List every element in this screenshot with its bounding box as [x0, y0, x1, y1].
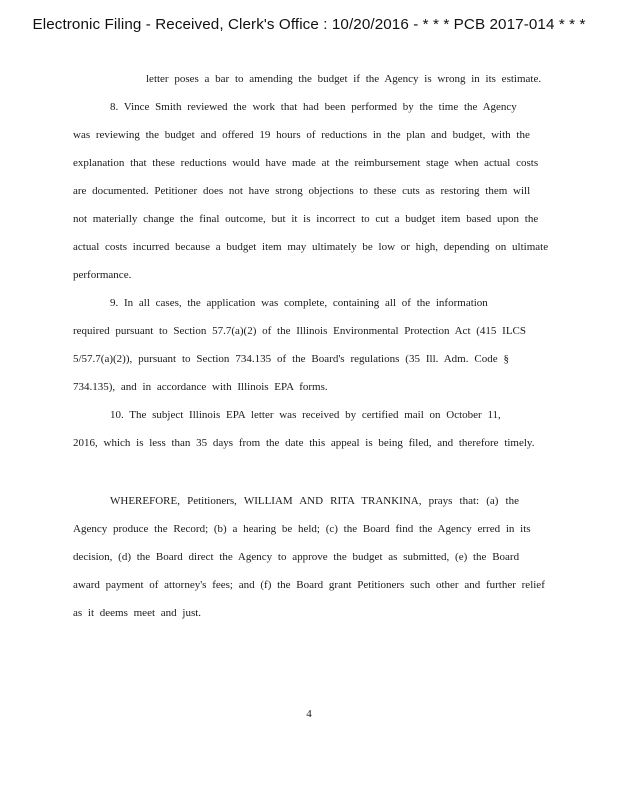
paragraph-8-line: are documented. Petitioner does not have strong objections to these cuts as restoring them will — [73, 185, 531, 197]
paragraph-10-line: 10. The subject Illinois EPA letter was received by certified mail on October 11, — [110, 409, 501, 421]
paragraph-10-line: 2016, which is less than 35 days from the date this appeal is being filed, and therefore timely. — [73, 437, 535, 449]
paragraph-8-line: performance. — [73, 269, 132, 281]
paragraph-8-line: 8. Vince Smith reviewed the work that had been performed by the time the Agency — [110, 101, 517, 113]
paragraph-9-line: required pursuant to Section 57.7(a)(2) of the Illinois Environmental Protection Act (415 ILCS — [73, 325, 526, 337]
paragraph-9-line: 734.135), and in accordance with Illinois EPA forms. — [73, 381, 328, 393]
body-line: letter poses a bar to amending the budget if the Agency is wrong in its estimate. — [146, 73, 542, 85]
page-number: 4 — [306, 708, 312, 720]
wherefore-line: as it deems meet and just. — [73, 607, 202, 619]
paragraph-8-line: actual costs incurred because a budget item may ultimately be low or high, depending on ultimate — [73, 241, 549, 253]
wherefore-line: WHEREFORE, Petitioners, WILLIAM AND RITA TRANKINA, prays that: (a) the — [110, 495, 519, 507]
paragraph-8-line: not materially change the final outcome, but it is incorrect to cut a budget item based upon the — [73, 213, 539, 225]
paragraph-9-line: 5/57.7(a)(2)), pursuant to Section 734.135 of the Board's regulations (35 Ill. Adm. Code § — [73, 353, 509, 365]
paragraph-9-line: 9. In all cases, the application was complete, containing all of the information — [110, 297, 488, 309]
filing-stamp-header: Electronic Filing - Received, Clerk's Office : 10/20/2016 - * * * PCB 2017-014 * * * — [32, 16, 586, 33]
paragraph-8-line: explanation that these reductions would have made at the reimbursement stage when actual costs — [73, 157, 539, 169]
wherefore-line: Agency produce the Record; (b) a hearing be held; (c) the Board find the Agency erred in its — [73, 523, 531, 535]
wherefore-line: decision, (d) the Board direct the Agency to approve the budget as submitted, (e) the Board — [73, 551, 520, 563]
paragraph-8-line: was reviewing the budget and offered 19 hours of reductions in the plan and budget, with the — [73, 129, 530, 141]
wherefore-line: award payment of attorney's fees; and (f) the Board grant Petitioners such other and further relief — [73, 579, 545, 591]
